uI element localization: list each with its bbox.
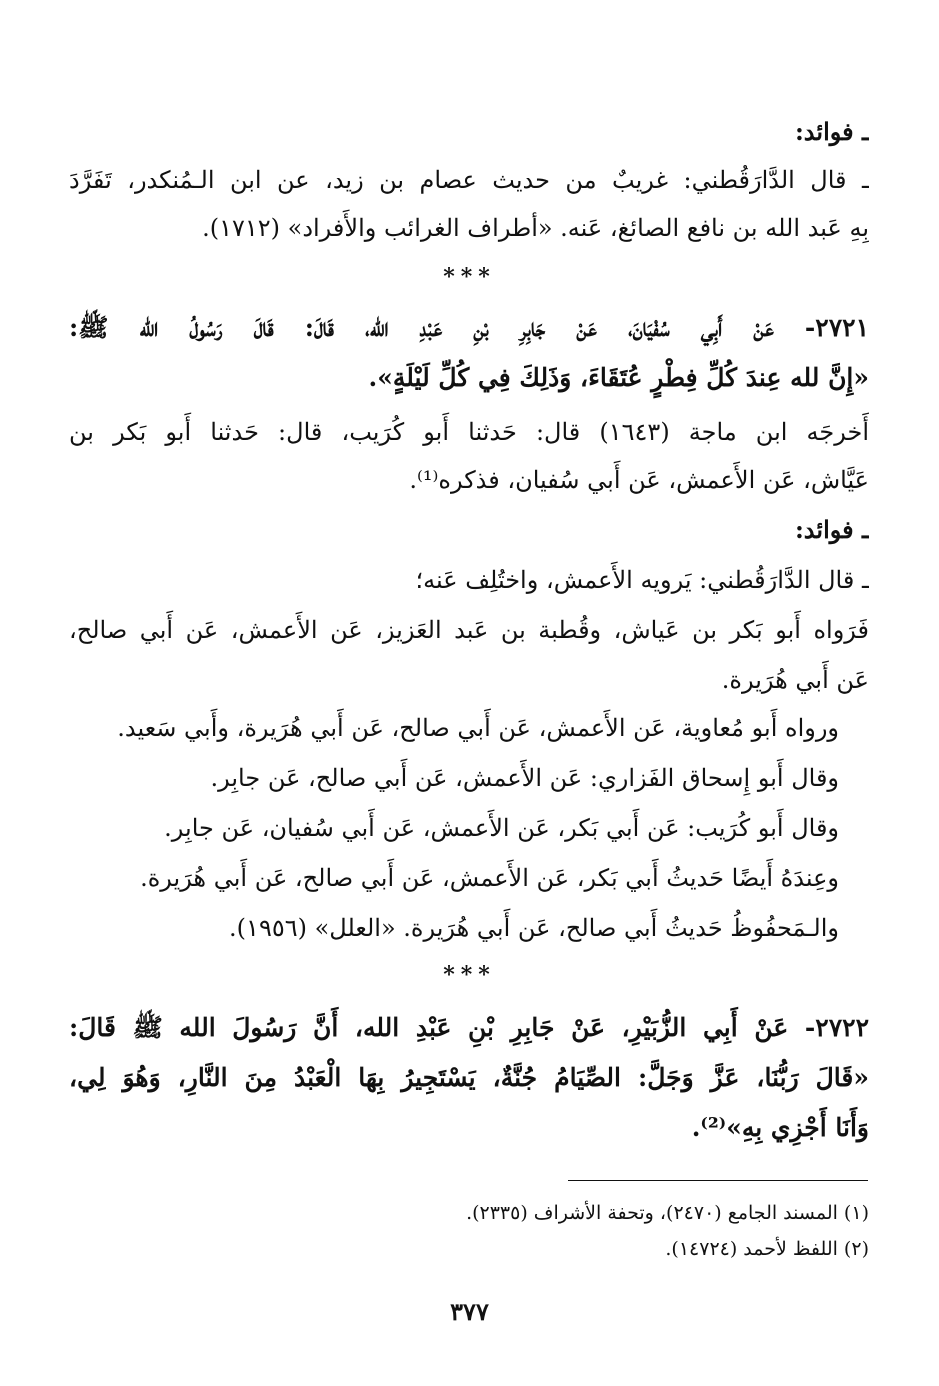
text-line: ـ قال الدَّارَقُطني: غريبٌ من حديث عصام بن زيد، عن ابن الـمُنكدر، تَفَرَّدَ: [69, 166, 869, 194]
takhrij-line: عَيَّاش، عَن الأَعمش، عَن أَبي سُفيان، فذكره⁽¹⁾.: [409, 466, 869, 494]
footnote: (٢) اللفظ لأحمد (١٤٧٢٤).: [665, 1238, 869, 1260]
text-line: والـمَحفُوظُ حَديثُ أَبي صالح، عَن أَبي هُرَيرة. «العلل» (١٩٥٦).: [229, 914, 839, 942]
fawaid-heading: ـ فوائد:: [794, 117, 869, 146]
text-line: بِهِ عَبد الله بن نافع الصائغ، عَنه. «أطراف الغرائب والأَفراد» (١٧١٢).: [202, 214, 869, 242]
text-line: ـ قال الدَّارَقُطني: يَرويه الأَعمش، واختُلِف عَنه؛: [415, 566, 869, 594]
fawaid-heading: ـ فوائد:: [794, 515, 869, 544]
text-line: فَرَواه أَبو بَكر بن عَياش، وقُطبة بن عَبد العَزيز، عَن الأَعمش، عَن أَبي صالح،: [69, 616, 869, 644]
page-number: ٣٧٧: [450, 1297, 489, 1326]
text-line: وقال أَبو إِسحاق الفَزاري: عَن الأَعمش، عَن أَبي صالح، عَن جابِر.: [210, 764, 839, 792]
text-line: وقال أَبو كُرَيب: عَن أَبي بَكر، عَن الأَعمش، عَن أَبي سُفيان، عَن جابِر.: [164, 814, 839, 842]
footnote-divider: [568, 1180, 868, 1181]
text-line: ورواه أَبو مُعاوية، عَن الأَعمش، عَن أَبي صالح، عَن أَبي هُرَيرة، وأَبي سَعيد.: [117, 714, 839, 742]
hadith-text-line: ٢٧٢١- عَنْ أَبِي سُفْيَانَ، عَنْ جَابِرِ بْنِ عَبْدِ الله، قَالَ: قَالَ رَسُولُ الله ﷺ:: [69, 313, 869, 342]
footnote: (١) المسند الجامع (٢٤٧٠)، وتحفة الأشراف (٢٣٣٥).: [466, 1202, 869, 1224]
section-separator: ***: [443, 264, 496, 290]
hadith-text-line: وَأَنَا أَجْزِي بِهِ»⁽²⁾.: [691, 1113, 869, 1142]
text-line: عَن أَبي هُرَيرة.: [721, 666, 869, 694]
takhrij-line: أَخرجَه ابن ماجة (١٦٤٣) قال: حَدثنا أَبو كُرَيب، قال: حَدثنا أَبو بَكر بن: [69, 418, 869, 446]
section-separator: ***: [443, 962, 496, 988]
hadith-text-line: «إِنَّ لله عِندَ كُلِّ فِطْرٍ عُتَقَاءَ، وَذَلِكَ فِي كُلِّ لَيْلَةٍ».: [368, 363, 869, 392]
hadith-text-line: «قَالَ رَبُّنَا، عَزَّ وَجَلَّ: الصِّيَامُ جُنَّةٌ، يَسْتَجِيرُ بِهَا الْعَبْدُ مِنَ النَّارِ، وَهُوَ لِي،: [69, 1063, 869, 1092]
text-line: وعِندَهُ أَيضًا حَديثُ أَبي بَكر، عَن الأَعمش، عَن أَبي صالح، عَن أَبي هُرَيرة.: [140, 864, 839, 892]
hadith-text-line: ٢٧٢٢- عَنْ أَبِي الزُّبَيْرِ، عَنْ جَابِرِ بْنِ عَبْدِ الله، أَنَّ رَسُولَ الله ﷺ قَالَ:: [69, 1013, 869, 1042]
